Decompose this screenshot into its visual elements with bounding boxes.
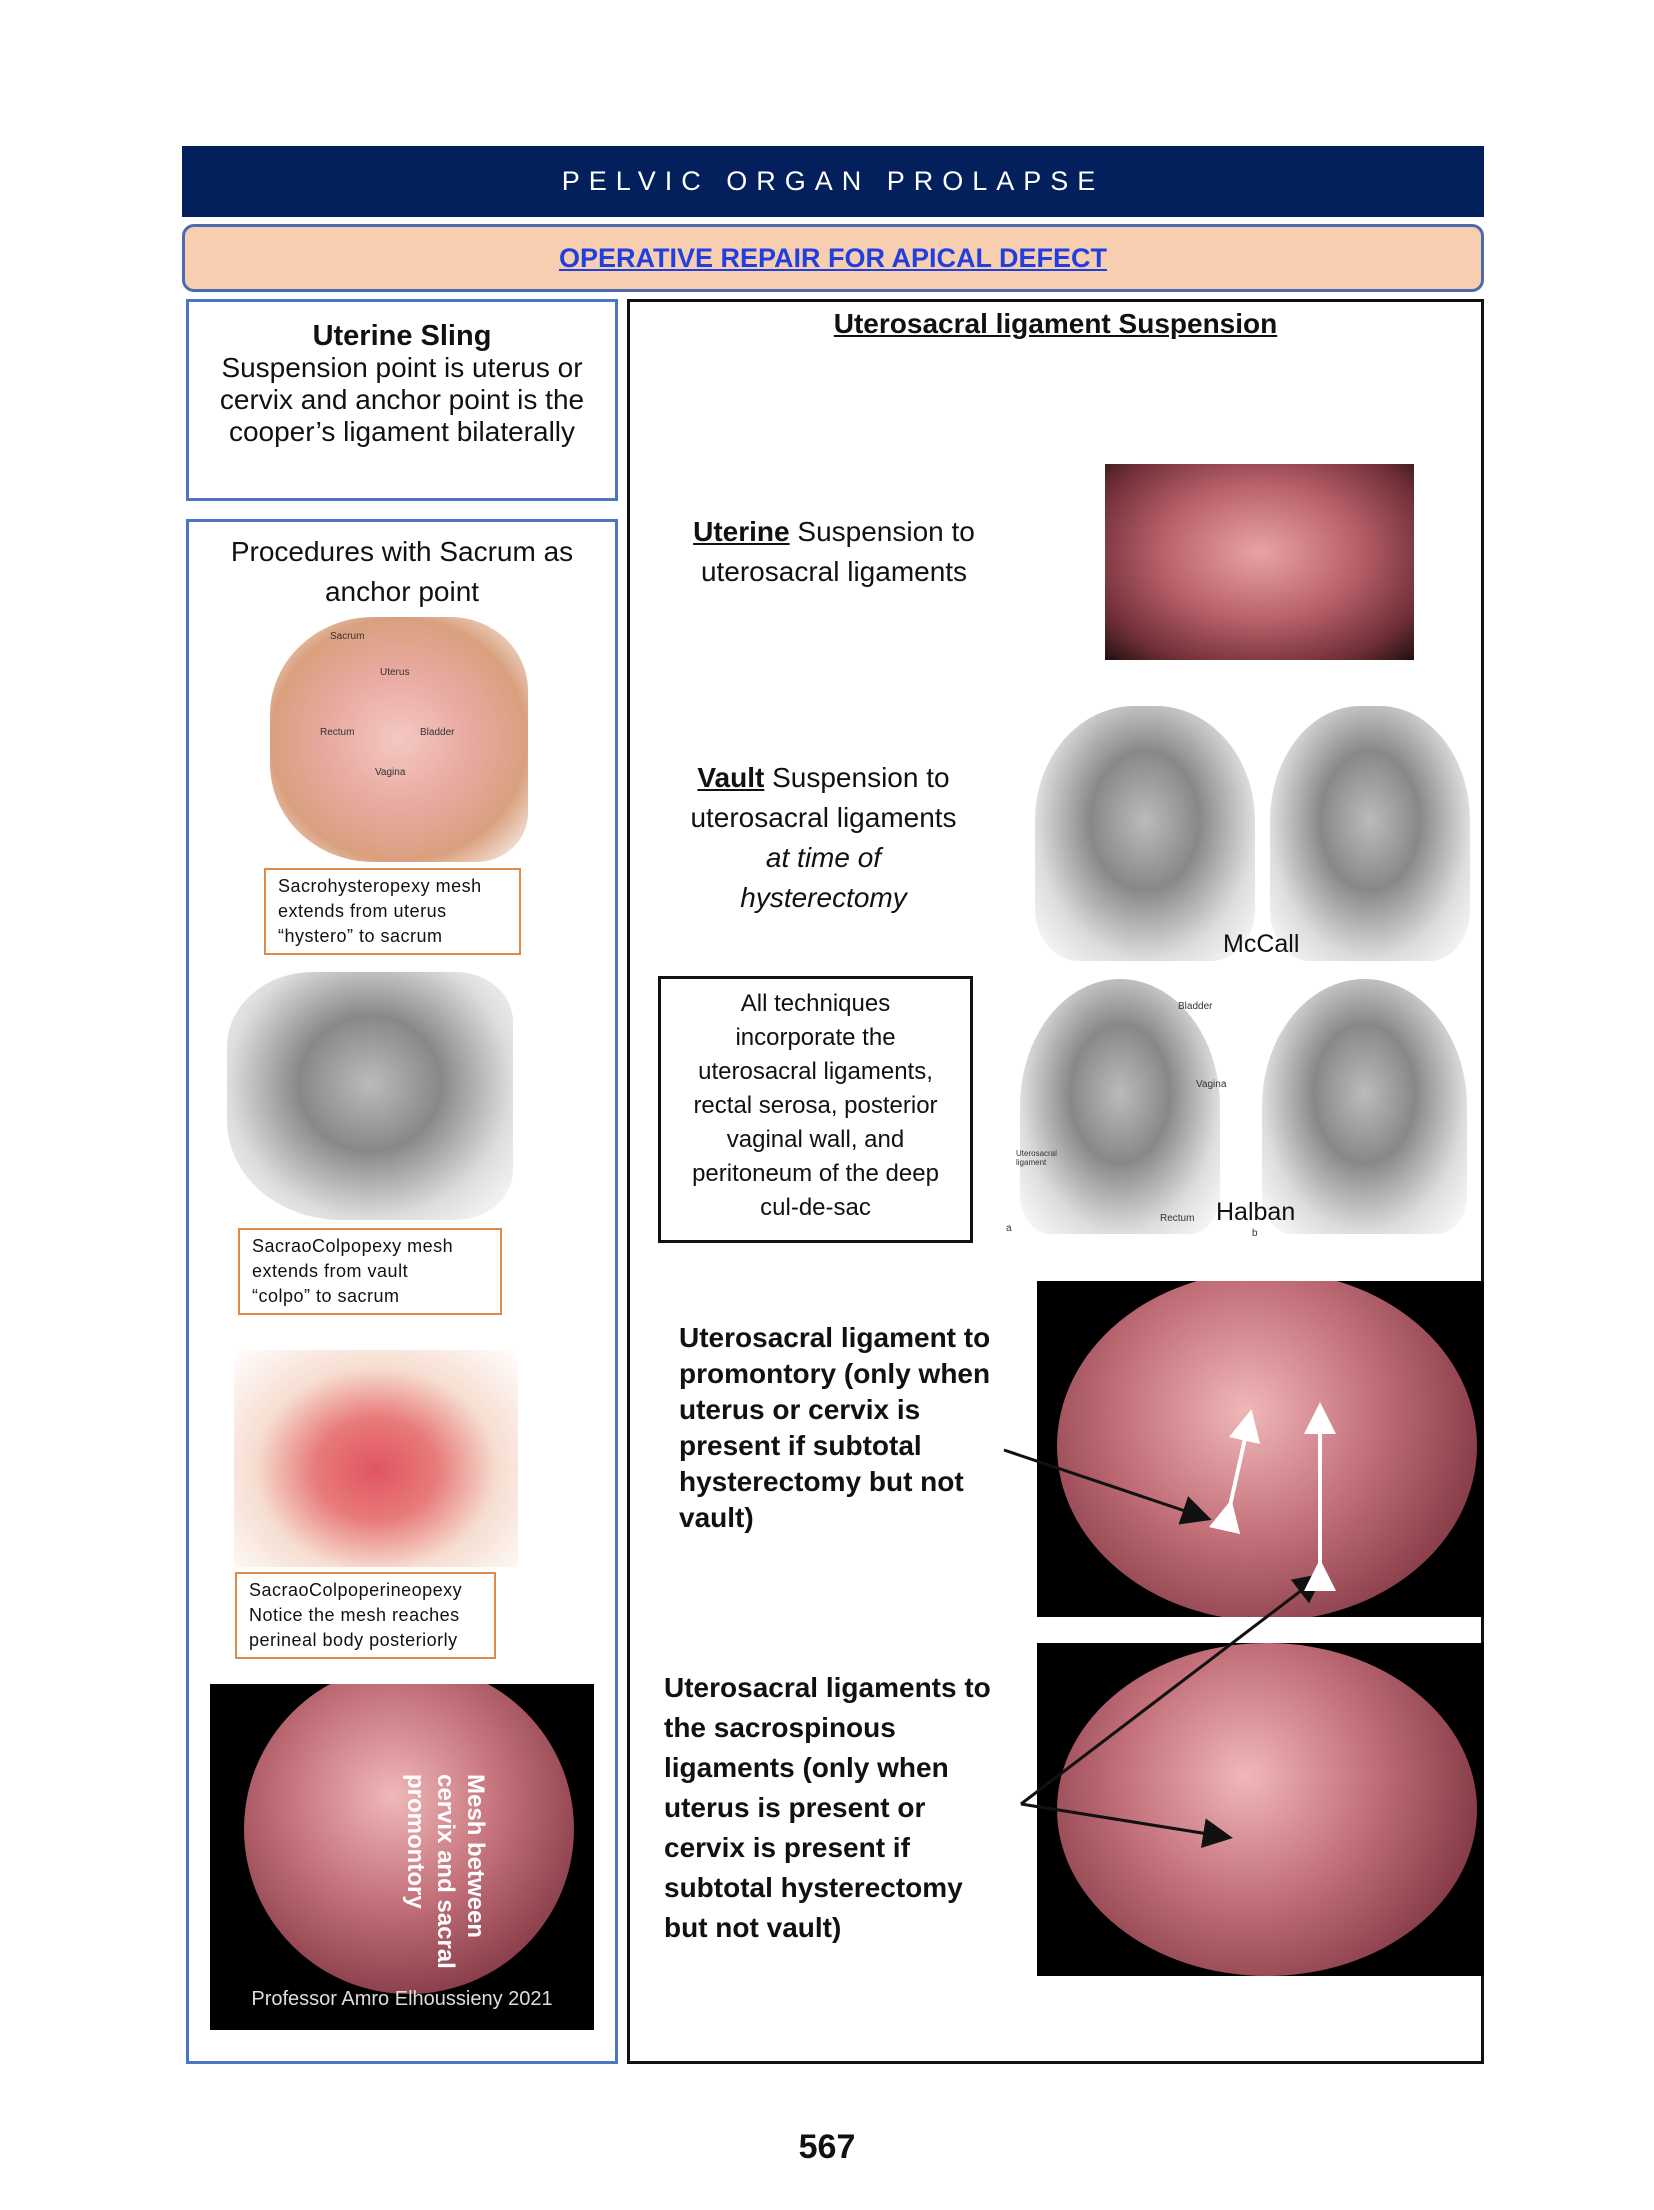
arrow-sacrospinous-up — [1021, 1577, 1319, 1804]
label-rectum: Rectum — [1160, 1213, 1195, 1224]
mccall-label: McCall — [1223, 930, 1300, 958]
label-uterus: Uterus — [380, 667, 410, 678]
label-bladder: Bladder — [1178, 1001, 1213, 1012]
caption-line: “colpo” to sacrum — [252, 1286, 400, 1306]
uterine-rest: Suspension to — [789, 516, 975, 547]
sacrum-heading: Procedures with Sacrum as anchor point — [230, 536, 574, 607]
vault-rest: Suspension to — [764, 762, 950, 793]
header-title: PELVIC ORGAN PROLAPSE — [561, 166, 1105, 196]
vault-line2: uterosacral ligaments — [690, 802, 957, 833]
label-rectum: Rectum — [320, 727, 355, 738]
uterine-sling-text: Suspension point is uterus or cervix and anchor point is the cooper’s ligament bilaterally — [219, 352, 585, 447]
ligament-marker-1 — [1228, 1425, 1248, 1515]
uterine-sling-title: Uterine Sling — [312, 320, 492, 352]
label-vagina: Vagina — [375, 767, 406, 778]
uterine-keyword: Uterine — [693, 516, 790, 547]
label-bladder: Bladder — [420, 727, 455, 738]
caption-line: extends from uterus — [278, 901, 447, 921]
section-title-link[interactable]: OPERATIVE REPAIR FOR APICAL DEFECT — [558, 242, 1108, 273]
caption-line: SacraoColpoperineopexy — [249, 1580, 463, 1600]
promontory-text: Uterosacral ligament to promontory (only when uterus or cervix is present if subtotal hysterectomy but not vault) — [679, 1322, 991, 1533]
halban-label: Halban — [1216, 1198, 1296, 1226]
label-b: b — [1252, 1228, 1258, 1239]
vault-keyword: Vault — [697, 762, 765, 793]
mesh-overlay-text: Mesh between cervix and sacral promontory — [402, 1774, 489, 1969]
vault-line4: hysterectomy — [740, 882, 907, 913]
label-vagina: Vagina — [1196, 1079, 1227, 1090]
label-a: a — [1006, 1223, 1012, 1234]
sacrospinous-text: Uterosacral ligaments to the sacrospinous ligaments (only when uterus is present or cervix is present if subtotal hysterectomy but not vault) — [664, 1672, 991, 1943]
techniques-box: All techniques incorporate the uterosacral ligaments, rectal serosa, posterior vaginal wall, and peritoneum of the deep cul-de-sac — [658, 976, 973, 1243]
caption-line: Sacrohysteropexy mesh — [278, 876, 482, 896]
label-uterosacral-ligament: Uterosacral ligament — [1016, 1149, 1057, 1167]
label-sacrum: Sacrum — [330, 631, 365, 642]
vault-line3: at time of — [765, 842, 882, 873]
uterine-line2: uterosacral ligaments — [700, 556, 968, 587]
photo-credit: Professor Amro Elhoussieny 2021 — [251, 1988, 553, 2010]
caption-line: extends from vault — [252, 1261, 409, 1281]
caption-line: “hystero” to sacrum — [278, 926, 443, 946]
arrow-sacrospinous — [1021, 1804, 1227, 1837]
caption-line: SacraoColpopexy mesh — [252, 1236, 454, 1256]
caption-line: Notice the mesh reaches — [249, 1605, 460, 1625]
arrow-promontory — [1004, 1450, 1206, 1518]
caption-line: perineal body posteriorly — [249, 1630, 458, 1650]
uterosacral-title: Uterosacral ligament Suspension — [833, 308, 1278, 339]
page-number: 567 — [798, 2128, 856, 2166]
